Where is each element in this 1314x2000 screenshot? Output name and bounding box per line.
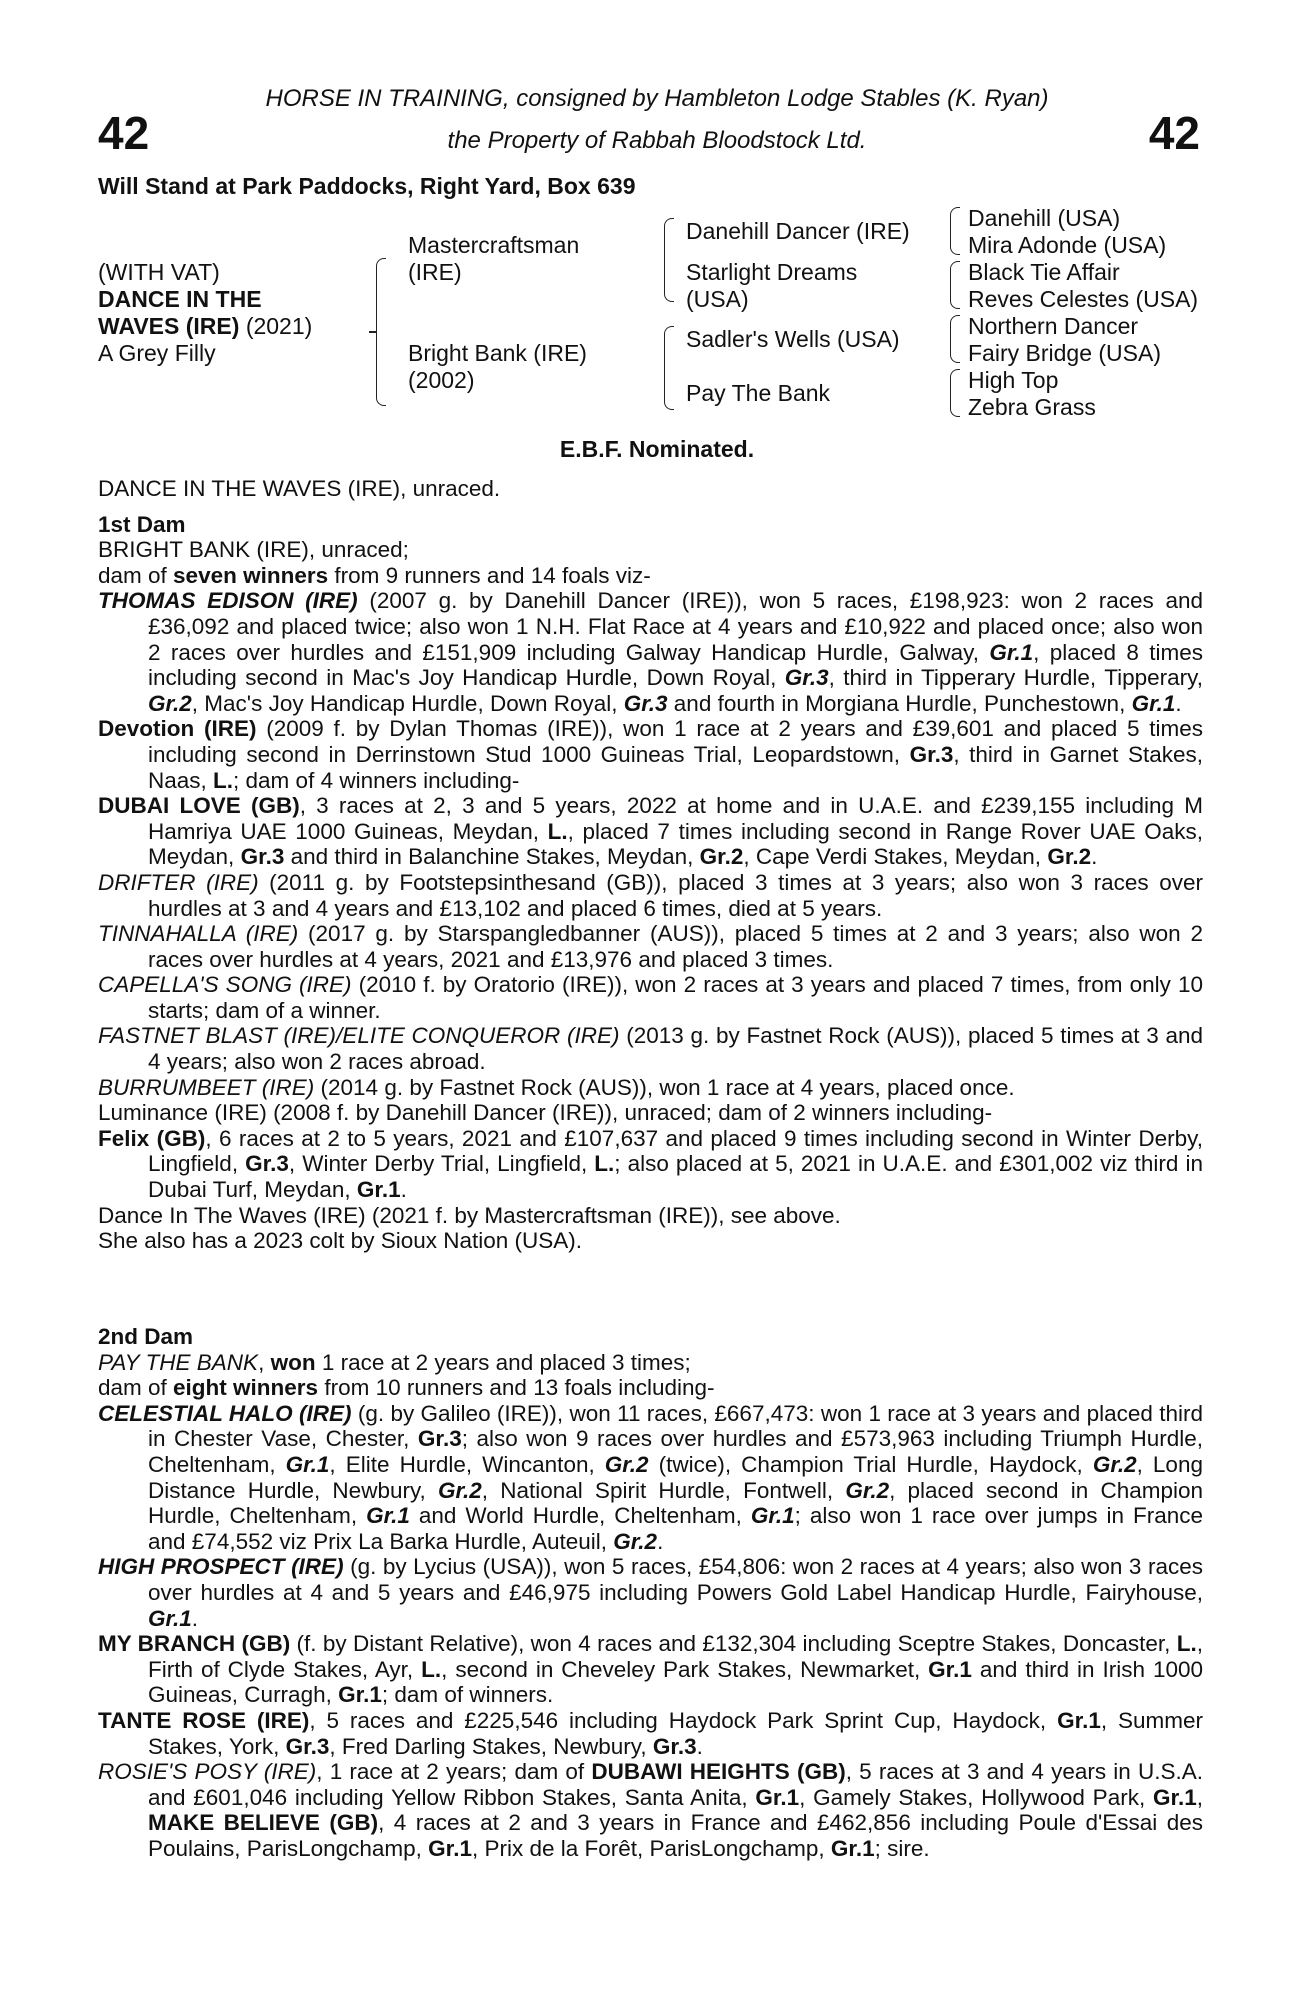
brace-sire bbox=[664, 218, 674, 302]
first-dam-name: BRIGHT BANK (IRE), unraced; bbox=[98, 537, 409, 563]
progeny-celestial-halo: CELESTIAL HALO (IRE) (g. by Galileo (IRE)), won 11 races, £667,473: won 1 race at 3 years and placed third in Chester Vase, Chester, Gr.3; also won 9 races over hurdles and £573,963 including Triumph Hurdle, Cheltenham, Gr.1, Elite Hurdle, Wincanton, Gr.2 (twice), Champion Trial Hurdle, Haydock, Gr.2, Long Distance Hurdle, Newbury, Gr.2, National Spirit Hurdle, Fontwell, Gr.2, placed second in Champion Hurdle, Cheltenham, Gr.1 and World Hurdle, Cheltenham, Gr.1; also won 1 race over jumps in France and £74,552 viz Prix La Barka Hurdle, Auteuil, Gr.2. bbox=[98, 1400, 1203, 1554]
second-dam-name: PAY THE BANK, won 1 race at 2 years and placed 3 times; bbox=[98, 1349, 691, 1375]
progeny-dubai-love: DUBAI LOVE (GB), 3 races at 2, 3 and 5 years, 2022 at home and in U.A.E. and £239,155 including M Hamriya UAE 1000 Guineas, Meydan, L., placed 7 times including second in Range Rover UAE Oaks, Meydan, Gr.3 and third in Balanchine Stakes, Meydan, Gr.2, Cape Verdi Stakes, Meydan, Gr.2. bbox=[98, 793, 1203, 870]
progeny-tinnahalla: TINNAHALLA (IRE) (2017 g. by Starspangledbanner (AUS)), placed 5 times at 2 and 3 years; also won 2 races over hurdles at 4 years, 2021 and £13,976 and placed 3 times. bbox=[98, 921, 1203, 972]
lot-number-right: 42 bbox=[1148, 107, 1200, 159]
horse-description: A Grey Filly bbox=[98, 340, 216, 366]
dam-line1: Bright Bank (IRE) bbox=[408, 340, 587, 366]
progeny-high-prospect: HIGH PROSPECT (IRE) (g. by Lycius (USA)), won 5 races, £54,806: won 2 races at 4 years; also won 3 races over hurdles at 4 and 5 years and £46,975 including Powers Gold Label Handicap Hurdle, Fairyhouse, Gr.1. bbox=[98, 1554, 1203, 1631]
dam-line2: (2002) bbox=[408, 367, 475, 393]
progeny-dance-in-the-waves: Dance In The Waves (IRE) (2021 f. by Mastercraftsman (IRE)), see above. bbox=[98, 1202, 841, 1228]
progeny-rosies-posy: ROSIE'S POSY (IRE), 1 race at 2 years; dam of DUBAWI HEIGHTS (GB), 5 races at 3 and 4 years in U.S.A. and £601,046 including Yellow Ribbon Stakes, Santa Anita, Gr.1, Gamely Stakes, Hollywood Park, Gr.1, MAKE BELIEVE (GB), 4 races at 2 and 3 years in France and £462,856 including Poule d'Essai des Poulains, ParisLongchamp, Gr.1, Prix de la Forêt, ParisLongchamp, Gr.1; sire. bbox=[98, 1759, 1203, 1861]
progeny-my-branch: MY BRANCH (GB) (f. by Distant Relative), won 4 races and £132,304 including Sceptre Stakes, Doncaster, L., Firth of Clyde Stakes, Ayr, L., second in Cheveley Park Stakes, Newmarket, Gr.1 and third in Irish 1000 Guineas, Curragh, Gr.1; dam of winners. bbox=[98, 1631, 1204, 1708]
sire-line1: Mastercraftsman bbox=[408, 232, 580, 258]
brace-dd bbox=[950, 369, 960, 417]
sds: Black Tie Affair bbox=[968, 259, 1120, 285]
progeny-tante-rose: TANTE ROSE (IRE), 5 races and £225,546 including Haydock Park Sprint Cup, Haydock, Gr.1, Summer Stakes, York, Gr.3, Fred Darling Stakes, Newbury, Gr.3. bbox=[98, 1707, 1203, 1759]
property-line: the Property of Rabbah Bloodstock Ltd. bbox=[447, 127, 867, 154]
first-dam-summary: dam of seven winners from 9 runners and 14 foals viz- bbox=[98, 562, 651, 588]
sdd: Reves Celestes (USA) bbox=[968, 286, 1199, 312]
also-has-note: She also has a 2023 colt by Sioux Nation (USA). bbox=[98, 1228, 583, 1254]
second-dam-heading: 2nd Dam bbox=[98, 1324, 194, 1349]
dsd: Fairy Bridge (USA) bbox=[968, 340, 1161, 366]
dam-dam: Pay The Bank bbox=[686, 380, 831, 406]
ssd: Mira Adonde (USA) bbox=[968, 232, 1167, 258]
horse-name-line2: WAVES (IRE) (2021) bbox=[98, 313, 313, 339]
intro-line: DANCE IN THE WAVES (IRE), unraced. bbox=[98, 476, 501, 501]
progeny-capellas-song: CAPELLA'S SONG (IRE) (2010 f. by Oratorio (IRE)), won 2 races at 3 years and placed 7 times, from only 10 starts; dam of a winner. bbox=[98, 972, 1203, 1023]
dss: Northern Dancer bbox=[968, 313, 1139, 339]
progeny-luminance: Luminance (IRE) (2008 f. by Danehill Dancer (IRE)), unraced; dam of 2 winners including- bbox=[98, 1100, 993, 1126]
sire-dam-line1: Starlight Dreams bbox=[686, 259, 858, 285]
sire-line2: (IRE) bbox=[408, 259, 462, 285]
sss: Danehill (USA) bbox=[968, 205, 1121, 231]
ebf-nomination: E.B.F. Nominated. bbox=[559, 436, 755, 462]
second-dam-section bbox=[98, 1324, 1203, 1861]
sire-dam-line2: (USA) bbox=[686, 286, 749, 312]
first-dam-heading: 1st Dam bbox=[98, 511, 186, 537]
vat-note: (WITH VAT) bbox=[98, 259, 220, 285]
progeny-thomas-edison: THOMAS EDISON (IRE) (2007 g. by Danehill Dancer (IRE)), won 5 races, £198,923: won 2 races and £36,092 and placed twice; also won 1 N.H. Flat Race at 4 years and £10,922 and placed once; also won 2 races over hurdles and £151,909 including Galway Handicap Hurdle, Galway, Gr.1, placed 8 times including second in Mac's Joy Handicap Hurdle, Down Royal, Gr.3, third in Tipperary Hurdle, Tipperary, Gr.2, Mac's Joy Handicap Hurdle, Down Royal, Gr.3 and fourth in Morgiana Hurdle, Punchestown, Gr.1. bbox=[98, 588, 1204, 716]
ddd: Zebra Grass bbox=[968, 394, 1096, 420]
progeny-felix: Felix (GB), 6 races at 2 to 5 years, 2021 and £107,637 and placed 9 times including second in Winter Derby, Lingfield, Gr.3, Winter Derby Trial, Lingfield, L.; also placed at 5, 2021 in U.A.E. and £301,002 viz third in Dubai Turf, Meydan, Gr.1. bbox=[98, 1125, 1204, 1203]
progeny-devotion: Devotion (IRE) (2009 f. by Dylan Thomas (IRE)), won 1 race at 2 years and £39,601 and placed 5 times including second in Derrinstown Stud 1000 Guineas Trial, Leopardstown, Gr.3, third in Garnet Stakes, Naas, L.; dam of 4 winners including- bbox=[98, 716, 1203, 793]
first-dam-section bbox=[98, 476, 1203, 1254]
brace-sd bbox=[950, 261, 960, 309]
progeny-burrumbeet: BURRUMBEET (IRE) (2014 g. by Fastnet Rock (AUS)), won 1 race at 4 years, placed once. bbox=[98, 1074, 1015, 1100]
stand-location: Will Stand at Park Paddocks, Right Yard, Box 639 bbox=[98, 173, 636, 199]
dam-sire: Sadler's Wells (USA) bbox=[686, 326, 900, 352]
horse-name-line1: DANCE IN THE bbox=[98, 286, 262, 312]
progeny-fastnet-blast: FASTNET BLAST (IRE)/ELITE CONQUEROR (IRE) (2013 g. by Fastnet Rock (AUS)), placed 5 times at 3 and 4 years; also won 2 races abroad. bbox=[98, 1023, 1203, 1075]
brace-main-tip bbox=[369, 331, 376, 333]
brace-ds bbox=[950, 315, 960, 363]
consignor-line: HORSE IN TRAINING, consigned by Hambleton Lodge Stables (K. Ryan) bbox=[265, 85, 1049, 112]
lot-number-left: 42 bbox=[98, 107, 150, 159]
brace-main bbox=[376, 258, 386, 406]
second-dam-summary: dam of eight winners from 10 runners and 13 foals including- bbox=[98, 1375, 715, 1401]
sire-sire: Danehill Dancer (IRE) bbox=[686, 218, 910, 244]
dds: High Top bbox=[968, 367, 1059, 393]
brace-dam bbox=[664, 326, 674, 410]
progeny-drifter: DRIFTER (IRE) (2011 g. by Footstepsinthesand (GB)), placed 3 times at 3 years; also won 3 races over hurdles at 3 and 4 years and £13,102 and placed 6 times, died at 5 years. bbox=[98, 869, 1203, 921]
brace-ss bbox=[950, 207, 960, 255]
